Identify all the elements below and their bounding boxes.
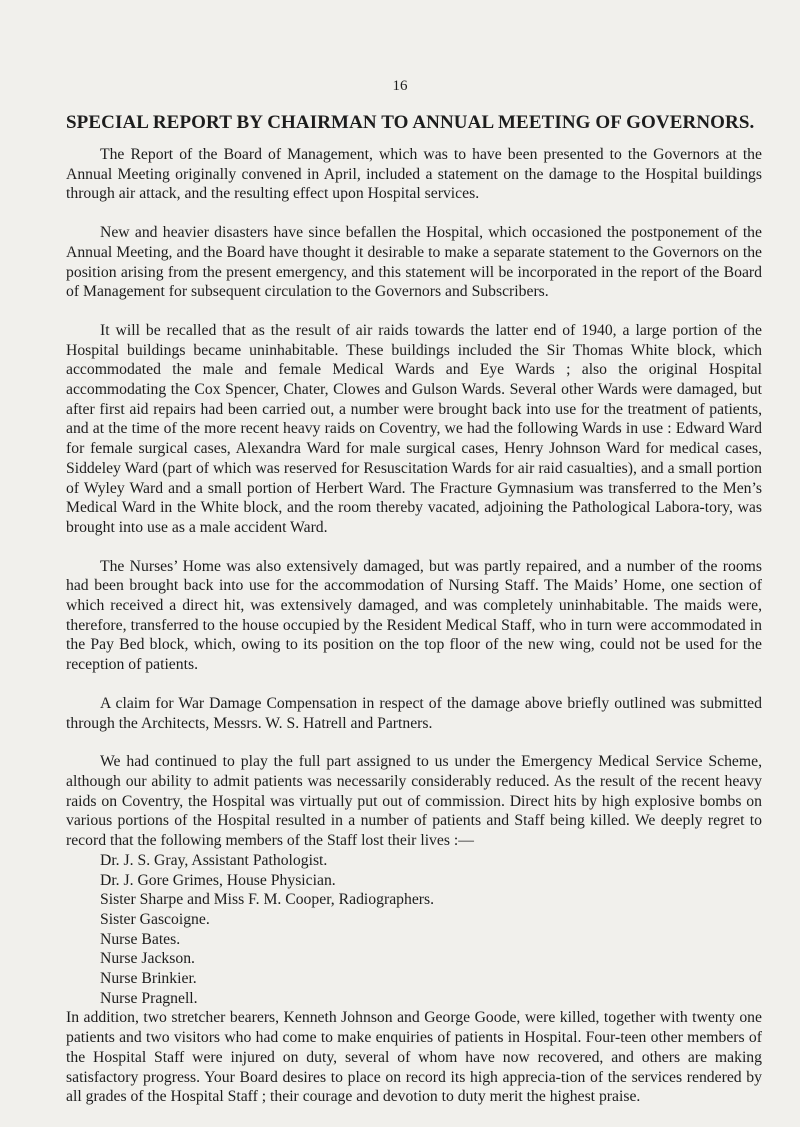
list-item: Nurse Pragnell. — [100, 989, 198, 1007]
list-item: Nurse Jackson. — [100, 950, 195, 968]
paragraph-nurses-home: The Nurses’ Home was also extensively damaged, but was partly repaired, and a number of the rooms had been brought back into use for the accommodation of Nursing Staff. The Maids’ Home, one section of which received a direct hit, was extensively damaged, and was completely uninhabitable. The maids were, therefore, transferred to the house occupied by the Resident Medical Staff, who in turn were accommodated in the Pay Bed block, which, owing to its position on the top floor of the new wing, could not be used for the reception of patients. — [66, 557, 762, 674]
paragraph-emergency-service: We had continued to play the full part assigned to us under the Emergency Medical Service Scheme, although our ability to admit patients was necessarily considerably reduced. As the result of the recent heavy raids on Coventry, the Hospital was virtually put out of commission. Direct hits by high explosive bombs on various portions of the Hospital resulted in a number of patients and Staff being killed. We deeply regret to record that the following members of the Staff lost their lives :— — [66, 753, 762, 850]
paragraph-closing: In addition, two stretcher bearers, Kenneth Johnson and George Goode, were killed, together with twenty one patients and two visitors who had come to make enquiries of patients in Hospital. Four-teen other members of the Hospital Staff were injured on duty, several of whom have now recovered, and others are making satisfactory progress. Your Board desires to place on record its high apprecia-tion of the services rendered by all grades of the Hospital Staff ; their courage and devotion to duty merit the highest praise. — [66, 1009, 762, 1106]
paragraph-report-intro: The Report of the Board of Management, which was to have been presented to the Governors at the Annual Meeting originally convened in April, included a statement on the damage to the Hospital buildings through air attack, and the resulting effect upon Hospital services. — [66, 146, 762, 203]
report-title: SPECIAL REPORT BY CHAIRMAN TO ANNUAL MEETING OF GOVERNORS. — [66, 112, 755, 133]
staff-lost-list — [66, 851, 762, 1009]
list-item: Dr. J. Gore Grimes, House Physician. — [100, 871, 336, 889]
list-item: Dr. J. S. Gray, Assistant Pathologist. — [100, 851, 328, 869]
paragraph-postponement: New and heavier disasters have since befallen the Hospital, which occasioned the postponement of the Annual Meeting, and the Board have thought it desirable to make a separate statement to the Governors on the position arising from the present emergency, and this statement will be incorporated in the report of the Board of Management for subsequent circulation to the Governors and Subscribers. — [66, 224, 762, 301]
page-number: 16 — [392, 78, 408, 94]
paragraph-war-damage-claim: A claim for War Damage Compensation in respect of the damage above briefly outlined was submitted through the Architects, Messrs. W. S. Hatrell and Partners. — [66, 694, 762, 732]
list-item: Nurse Brinkier. — [100, 970, 197, 988]
list-item: Nurse Bates. — [100, 930, 181, 948]
paragraph-air-raid-damage: It will be recalled that as the result of air raids towards the latter end of 1940, a large portion of the Hospital buildings became uninhabitable. These buildings included the Sir Thomas White block, which accommodated the male and female Medical Wards and Eye Wards ; also the original Hospital accommodating the Cox Spencer, Chater, Clowes and Gulson Wards. Several other Wards were damaged, but after first aid repairs had been carried out, a number were brought back into use for the treatment of patients, and at the time of the more recent heavy raids on Coventry, we had the following Wards in use : Edward Ward for female surgical cases, Alexandra Ward for male surgical cases, Henry Johnson Ward for medical cases, Siddeley Ward (part of which was reserved for Resuscitation Wards for air raid casualties), and a small portion of Wyley Ward and a small portion of Herbert Ward. The Fracture Gymnasium was transferred to the Men’s Medical Ward in the White block, and the room thereby vacated, adjoining the Pathological Labora-tory, was brought into use as a male accident Ward. — [66, 321, 762, 536]
list-item: Sister Gascoigne. — [100, 910, 210, 928]
report-body — [66, 145, 762, 1107]
list-item: Sister Sharpe and Miss F. M. Cooper, Radiographers. — [100, 891, 435, 909]
